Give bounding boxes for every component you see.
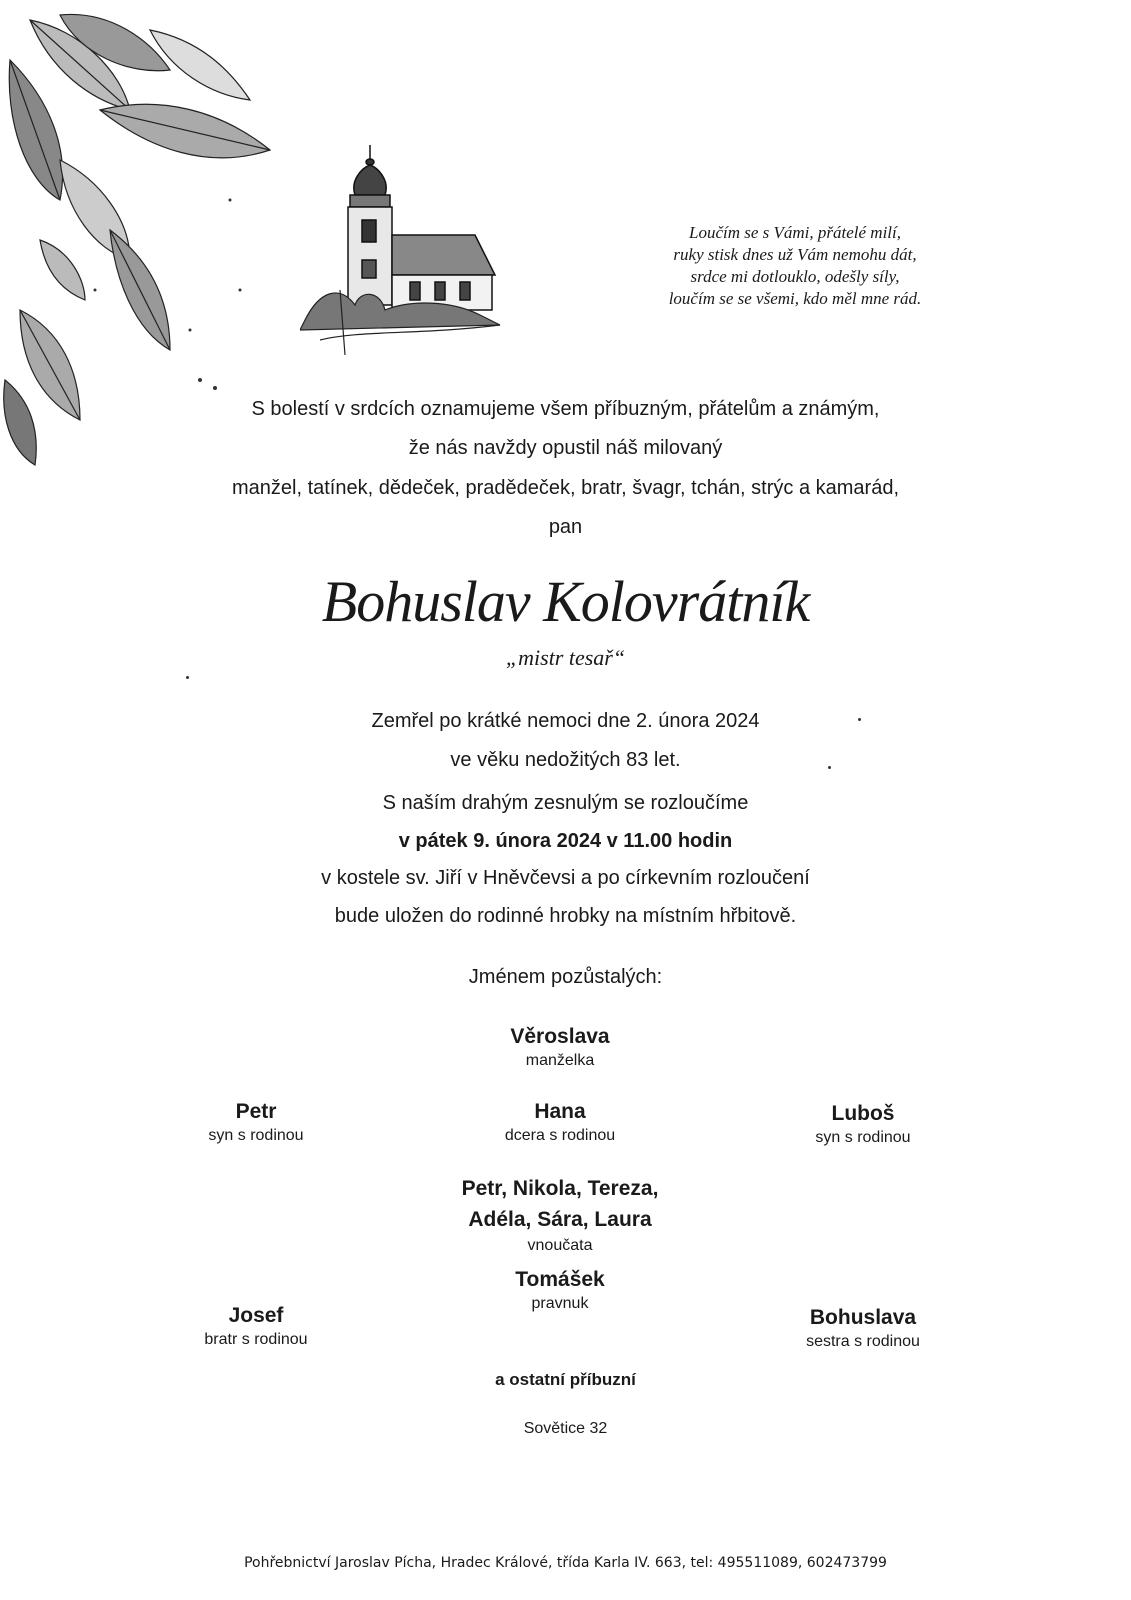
mourner-role: vnoučata (527, 1237, 593, 1254)
mourner-wife (430, 1024, 690, 1072)
church-illustration (300, 140, 510, 360)
announcement-line-2: že nás navždy opustil náš milovaný (408, 437, 723, 459)
ceremony-line-4: bude uložen do rodinné hrobky na místním hřbitově. (334, 905, 797, 927)
mourner-name: Luboš (831, 1102, 895, 1125)
ceremony-date: v pátek 9. února 2024 v 11.00 hodin (398, 830, 733, 852)
mourner-name: Věroslava (510, 1025, 610, 1048)
mourner-role: dcera s rodinou (504, 1127, 616, 1144)
mourner-name: Josef (228, 1304, 284, 1327)
poem-line: loučím se se všemi, kdo měl mne rád. (668, 289, 922, 308)
mourner-role: pravnuk (531, 1295, 589, 1312)
mourner-brother (126, 1303, 386, 1351)
announcement-line-4: pan (548, 516, 583, 538)
mourner-daughter (430, 1099, 690, 1147)
deceased-title: „mistr tesař“ (505, 645, 626, 670)
announcement-line-3: manžel, tatínek, dědeček, pradědeček, bratr, švagr, tchán, strýc a kamarád, (231, 477, 899, 499)
ceremony-line-3: v kostele sv. Jiří v Hněvčevsi a po církevním rozloučení (321, 867, 810, 889)
mourner-sister (733, 1305, 993, 1353)
address: Sovětice 32 (523, 1420, 608, 1437)
mourner-role: syn s rodinou (815, 1129, 911, 1146)
mourner-name: Petr, Nikola, Tereza, (461, 1177, 659, 1200)
mourner-son-2 (733, 1101, 993, 1149)
mourner-name: Petr (235, 1100, 277, 1123)
mourner-grandchildren (380, 1173, 740, 1257)
mourner-name: Tomášek (515, 1268, 605, 1291)
scan-speck (828, 766, 831, 769)
mourner-role: bratr s rodinou (204, 1331, 308, 1348)
announcement-line-1: S bolestí v srdcích oznamujeme všem příbuzným, přátelům a známým, (251, 398, 880, 420)
mourner-son-1 (126, 1099, 386, 1147)
death-line-1: Zemřel po krátké nemoci dne 2. února 2024 (371, 710, 760, 732)
poem-line: srdce mi dotlouklo, odešly síly, (690, 267, 900, 286)
mourner-name: Adéla, Sára, Laura (468, 1208, 652, 1231)
mourner-great-grandson (430, 1267, 690, 1315)
death-line-2: ve věku nedožitých 83 let. (450, 749, 681, 771)
other-relatives: a ostatní příbuzní (495, 1370, 636, 1389)
mourner-role: sestra s rodinou (806, 1333, 920, 1350)
mourner-role: manželka (525, 1052, 595, 1069)
poem-line: Loučím se s Vámi, přátelé milí, (688, 223, 901, 242)
farewell-poem (600, 222, 990, 310)
mourner-role: syn s rodinou (208, 1127, 304, 1144)
poem-line: ruky stisk dnes už Vám nemohu dát, (673, 245, 917, 264)
mourners-heading: Jménem pozůstalých: (468, 966, 663, 988)
deceased-name: Bohuslav Kolovrátník (321, 569, 810, 634)
funeral-home-footer: Pohřebnictví Jaroslav Pícha, Hradec Králové, třída Karla IV. 663, tel: 495511089, 602473799 (244, 1555, 887, 1571)
mourner-name: Bohuslava (809, 1306, 917, 1329)
scan-speck (858, 718, 861, 721)
ceremony-line-1: S naším drahým zesnulým se rozloučíme (382, 792, 749, 814)
scan-speck (186, 676, 189, 679)
mourner-name: Hana (534, 1100, 586, 1123)
